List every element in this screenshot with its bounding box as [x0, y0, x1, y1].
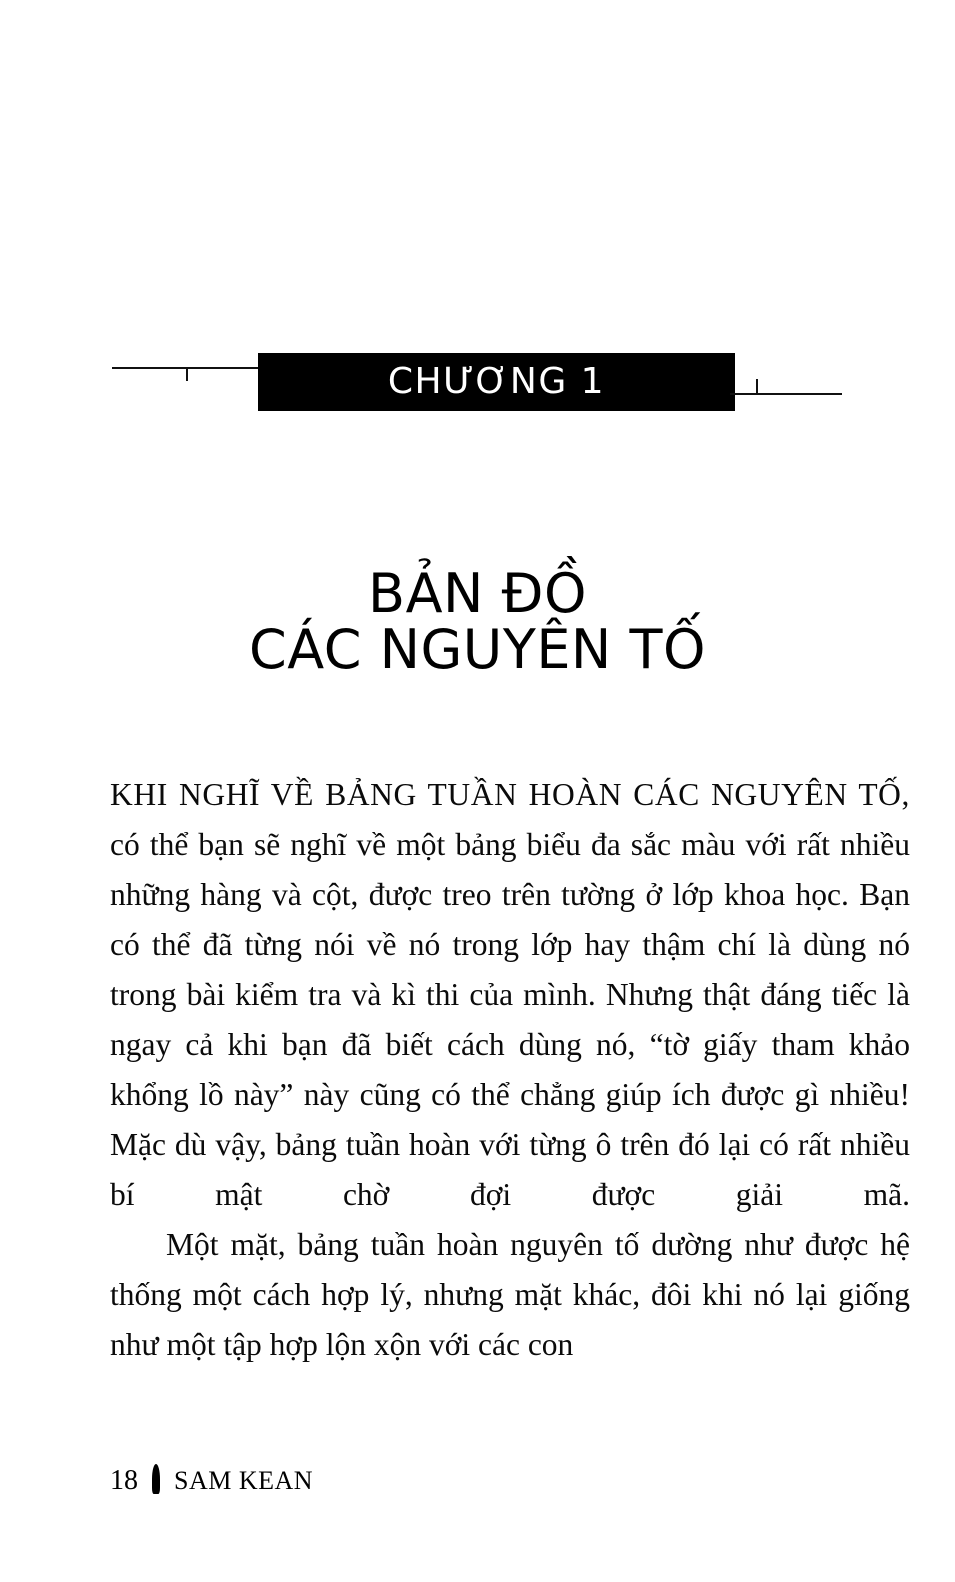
page-title — [0, 562, 955, 682]
chapter-label: CHƯƠNG 1 — [387, 361, 606, 402]
bookmark-ornament-icon — [152, 1464, 160, 1494]
running-head-author: SAM KEAN — [174, 1466, 314, 1495]
banner-rule-left-tick — [186, 367, 188, 381]
page-title-line-1: BẢN ĐỒ — [368, 562, 587, 626]
paragraph-1-lead: KHI NGHĨ VỀ BẢNG TUẦN HOÀN CÁC NGUYÊN TỐ, — [110, 777, 910, 812]
page-title-line-2: CÁC NGUYÊN TỐ — [249, 618, 706, 682]
paragraph-1-rest: có thể bạn sẽ nghĩ về một bảng biểu đa sắc màu với rất nhiều những hàng và cột, được treo trên tường ở lớp khoa học. Bạn có thể đã từng nói về nó trong lớp hay thậm chí là dùng nó trong bài kiểm tra và kì thi của mình. Nhưng thật đáng tiếc là ngay cả khi bạn đã biết cách dùng nó, “tờ giấy tham khảo khổng lồ này” này cũng có thể chẳng giúp ích được gì nhiều! Mặc dù vậy, bảng tuần hoàn với từng ô trên đó lại có rất nhiều bí mật chờ đợi được giải mã. — [110, 827, 910, 1212]
paragraph-1 — [110, 770, 910, 1220]
banner-rule-right-tick — [756, 379, 758, 395]
chapter-banner — [0, 345, 955, 415]
body-text — [110, 770, 910, 1370]
chapter-plaque — [258, 353, 735, 411]
paragraph-2: Một mặt, bảng tuần hoàn nguyên tố dường như được hệ thống một cách hợp lý, nhưng mặt khác, đôi khi nó lại giống như một tập hợp lộn xộn với các con — [110, 1227, 910, 1362]
page-footer — [110, 1466, 313, 1496]
page-number: 18 — [110, 1465, 138, 1496]
banner-rule-right — [730, 393, 842, 395]
